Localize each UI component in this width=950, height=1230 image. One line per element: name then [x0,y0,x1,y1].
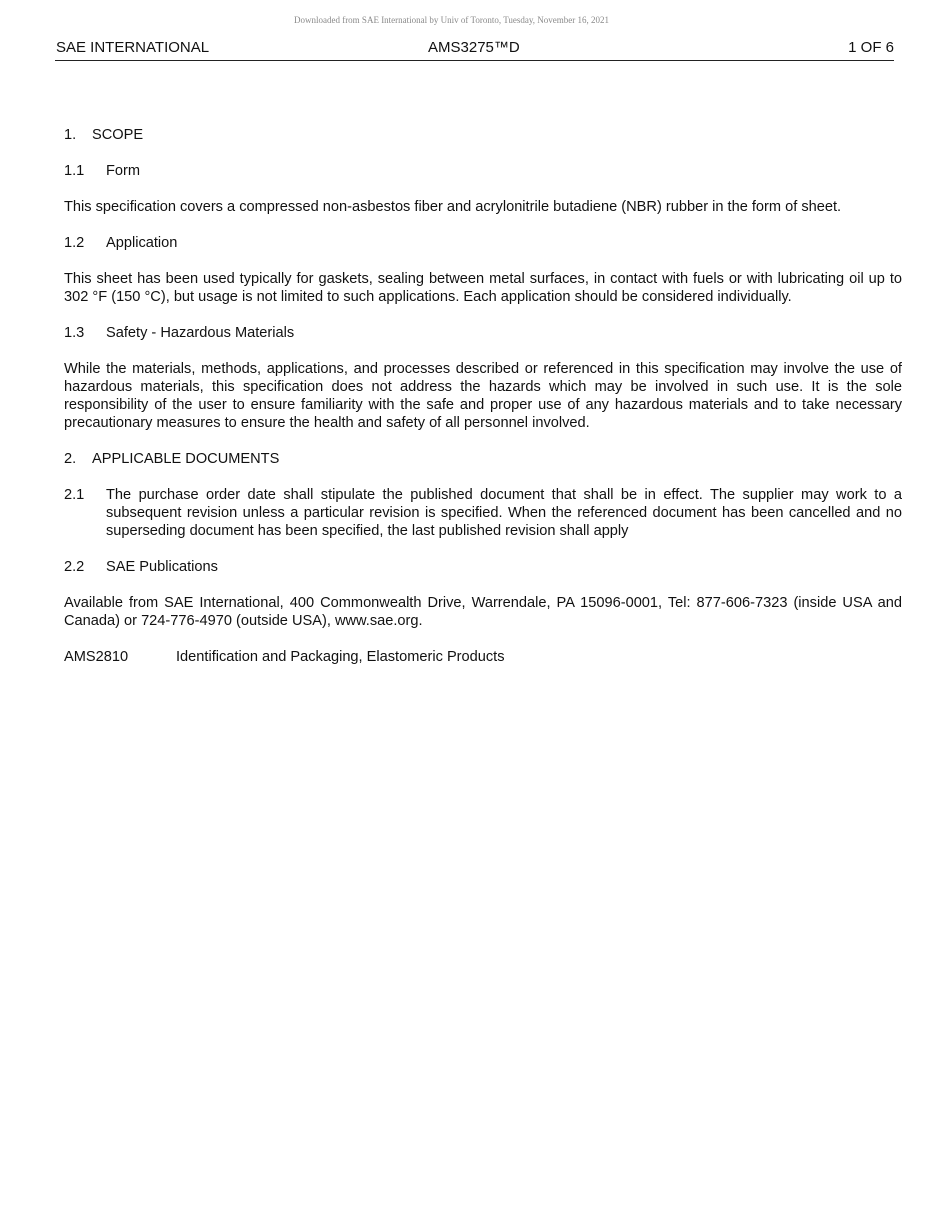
subsection-title: Form [106,163,141,179]
subsection-heading-application [64,234,902,252]
paragraph-text: The purchase order date shall stipulate the published document that shall be in effect. The supplier may work to a subsequent revision unless a particular revision is specified. When the referenced document has been cancelled and no superseding document has been specified, the last published revision shall apply [106,487,902,539]
subsection-number: 2.1 [64,487,85,503]
paragraph-sae-publications: Available from SAE International, 400 Commonwealth Drive, Warrendale, PA 15096-0001, Tel: 877-606-7323 (inside USA and Canada) or 724-776-4970 (outside USA), www.sae.org. [64,595,902,629]
header-publisher: SAE INTERNATIONAL [56,39,210,56]
reference-code: AMS2810 [64,649,129,665]
subsection-heading-sae-publications [64,558,902,576]
page-header [55,38,894,61]
section-title: APPLICABLE DOCUMENTS [92,451,280,467]
subsection-heading-form [64,162,902,180]
paragraph-application: This sheet has been used typically for gaskets, sealing between metal surfaces, in contact with fuels or with lubricating oil up to 302 °F (150 °C), but usage is not limited to such applications. Each application should be considered individually. [64,271,902,305]
subsection-title: SAE Publications [106,559,218,575]
download-watermark: Downloaded from SAE International by Univ of Toronto, Tuesday, November 16, 2021 [293,15,610,25]
subsection-number: 2.2 [64,559,85,575]
section-title: SCOPE [92,127,144,143]
section-heading-scope [64,126,902,144]
header-document-id: AMS3275™D [428,39,520,56]
header-page-number: 1 OF 6 [848,39,894,56]
paragraph-safety: While the materials, methods, applications, and processes described or referenced in this specification may involve the use of hazardous materials, this specification does not address the hazards which may be involved in such use. It is the sole responsibility of the user to ensure familiarity with the safe and proper use of any hazardous materials and to take necessary precautionary measures to ensure the health and safety of all personnel involved. [64,361,902,431]
subsection-title: Application [106,235,178,251]
subsection-number: 1.2 [64,235,85,251]
reference-title: Identification and Packaging, Elastomeric Products [176,649,505,665]
subsection-number: 1.1 [64,163,85,179]
reference-item [64,648,902,666]
section-number: 1. [64,127,77,143]
subsection-title: Safety - Hazardous Materials [106,325,295,341]
section-number: 2. [64,451,77,467]
subsection-heading-safety [64,324,902,342]
paragraph-2-1 [64,486,902,540]
section-heading-applicable-documents [64,450,902,468]
paragraph-form: This specification covers a compressed non-asbestos fiber and acrylonitrile butadiene (NBR) rubber in the form of sheet. [64,199,842,215]
document-body [64,126,902,684]
subsection-number: 1.3 [64,325,85,341]
